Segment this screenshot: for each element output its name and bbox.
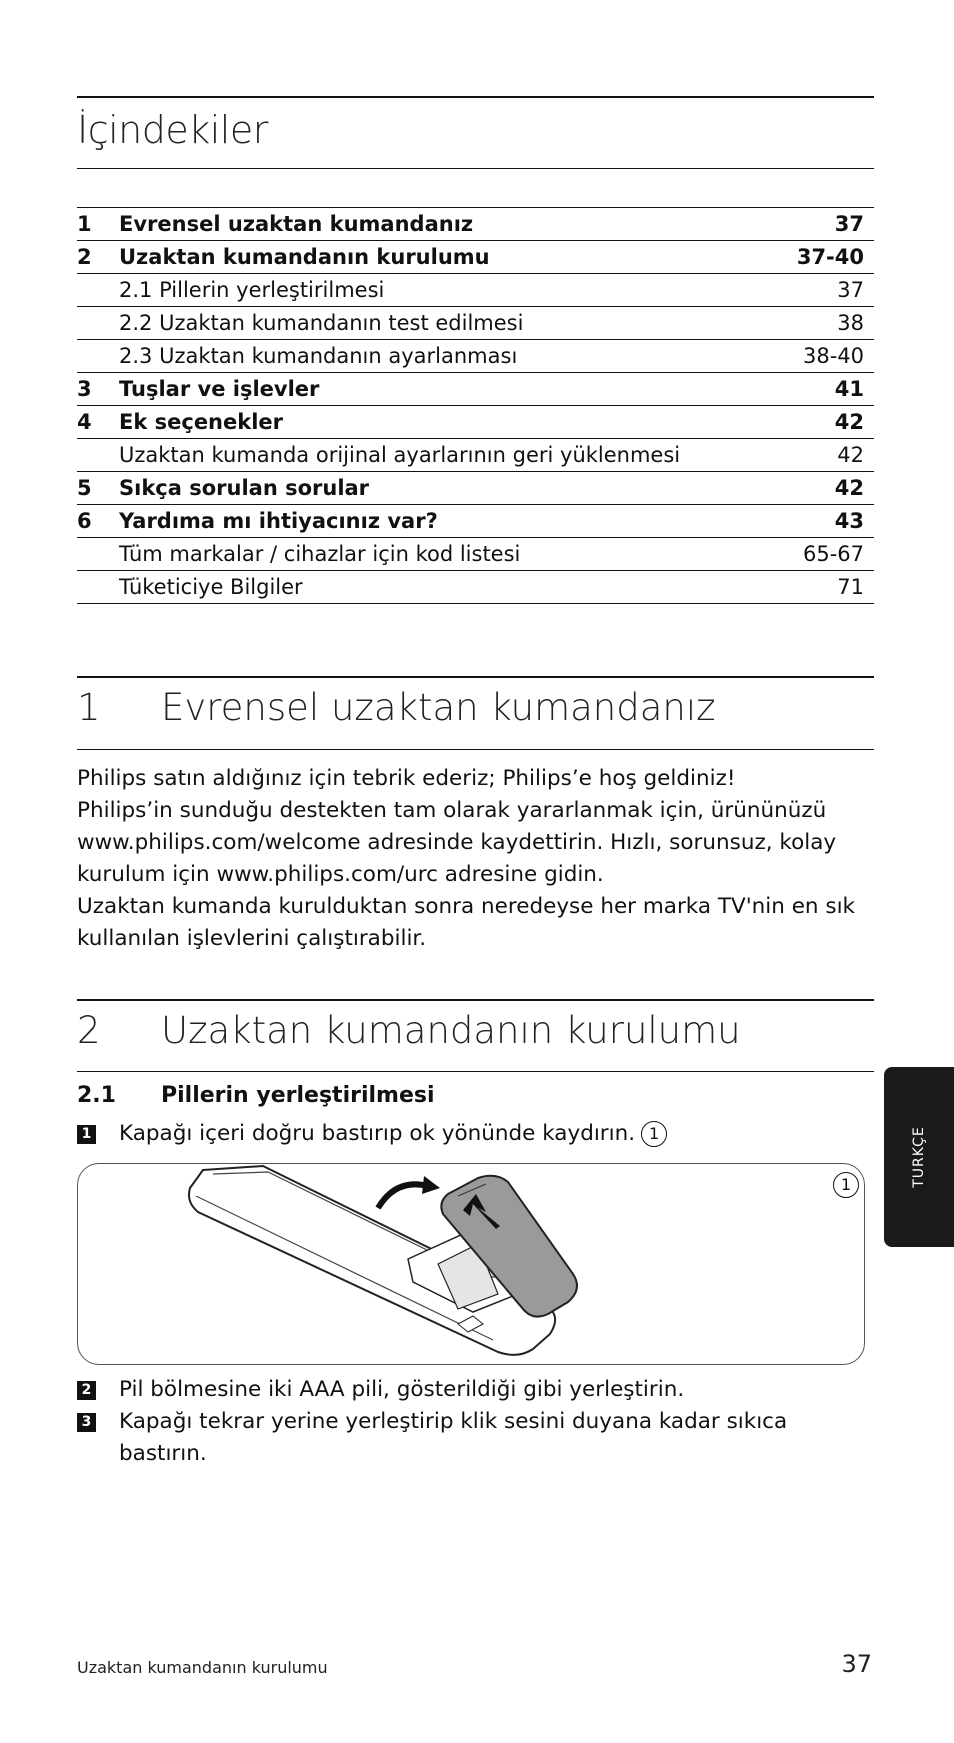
subsection-number: 2.1 bbox=[77, 1083, 116, 1108]
toc-row-label: Tüketiciye Bilgiler bbox=[119, 575, 303, 599]
step-number-badge: 2 bbox=[77, 1381, 96, 1400]
section1-number: 1 bbox=[77, 686, 101, 729]
toc-title: İçindekiler bbox=[77, 108, 268, 152]
toc-row-label: Yardıma mı ihtiyacınız var? bbox=[119, 509, 438, 533]
section2-top-rule bbox=[77, 999, 874, 1001]
language-tab bbox=[884, 1067, 954, 1247]
toc-row[interactable] bbox=[77, 571, 874, 604]
step-number-badge: 1 bbox=[77, 1125, 96, 1144]
toc-row-label: 2.1 Pillerin yerleştirilmesi bbox=[119, 278, 385, 302]
toc-row-number: 3 bbox=[77, 377, 92, 401]
toc-row-number: 1 bbox=[77, 212, 92, 236]
toc-row-label: Ek seçenekler bbox=[119, 410, 284, 434]
toc-row-page: 42 bbox=[834, 476, 864, 500]
step-text bbox=[77, 1118, 837, 1150]
toc-row[interactable] bbox=[77, 274, 874, 307]
toc-row[interactable] bbox=[77, 208, 874, 241]
section1-body bbox=[77, 763, 867, 955]
toc-table bbox=[77, 208, 874, 604]
section2-heading bbox=[77, 1009, 741, 1052]
toc-row-label: Evrensel uzaktan kumandanız bbox=[119, 212, 474, 236]
toc-row-page: 41 bbox=[834, 377, 864, 401]
section2-number: 2 bbox=[77, 1009, 101, 1052]
toc-row-page: 37 bbox=[837, 278, 864, 302]
subsection-title: Pillerin yerleştirilmesi bbox=[161, 1083, 435, 1108]
toc-row[interactable] bbox=[77, 505, 874, 538]
step-2 bbox=[77, 1374, 837, 1406]
toc-row-page: 65-67 bbox=[802, 542, 864, 566]
subsection-heading bbox=[77, 1083, 435, 1108]
toc-row-label: Sıkça sorulan sorular bbox=[119, 476, 370, 500]
toc-row-label: 2.3 Uzaktan kumandanın ayarlanması bbox=[119, 344, 518, 368]
page-number: 37 bbox=[841, 1650, 872, 1678]
section1-top-rule bbox=[77, 676, 874, 678]
toc-row-page: 37 bbox=[834, 212, 864, 236]
step-3 bbox=[77, 1406, 837, 1470]
section2-bottom-rule bbox=[77, 1071, 874, 1072]
step-text: Pil bölmesine iki AAA pili, gösterildiği gibi yerleştirin. bbox=[119, 1377, 685, 1402]
toc-row-label: Uzaktan kumanda orijinal ayarlarının geri yüklenmesi bbox=[119, 443, 681, 467]
toc-row[interactable] bbox=[77, 472, 874, 505]
paragraph: Uzaktan kumanda kurulduktan sonra neredeyse her marka TV'nin en sık kullanılan işlevlerini çalıştırabilir. bbox=[77, 894, 856, 951]
toc-row-page: 38-40 bbox=[802, 344, 864, 368]
step-1 bbox=[77, 1118, 837, 1150]
paragraph: Philips’in sunduğu destekten tam olarak yararlanmak için, ürününüzü www.philips.com/welcome adresinde kaydettirin. Hızlı, sorunsuz, kolay kurulum için www.philips.com/urc adresine gidin. bbox=[77, 798, 837, 887]
step-number-badge: 3 bbox=[77, 1413, 96, 1432]
step-text: Kapağı tekrar yerine yerleştirip klik sesini duyana kadar sıkıca bastırın. bbox=[119, 1409, 788, 1466]
step-text-content: Kapağı içeri doğru bastırıp ok yönünde kaydırın. bbox=[119, 1121, 636, 1146]
toc-row-label: Tüm markalar / cihazlar için kod listesi bbox=[119, 542, 521, 566]
battery-installation-figure bbox=[77, 1163, 865, 1365]
language-tab-label: TURKÇE bbox=[911, 1126, 927, 1188]
section1-heading bbox=[77, 686, 716, 729]
toc-title-rule bbox=[77, 168, 874, 169]
toc-row-page: 42 bbox=[837, 443, 864, 467]
toc-row[interactable] bbox=[77, 241, 874, 274]
toc-row-page: 42 bbox=[834, 410, 864, 434]
remote-control-illustration bbox=[78, 1164, 864, 1364]
paragraph: Philips satın aldığınız için tebrik ederiz; Philips’e hoş geldiniz! bbox=[77, 766, 736, 791]
toc-row[interactable] bbox=[77, 373, 874, 406]
section1-bottom-rule bbox=[77, 749, 874, 750]
figure-reference-circle: 1 bbox=[833, 1172, 859, 1198]
toc-row-number: 5 bbox=[77, 476, 92, 500]
toc-row-page: 38 bbox=[837, 311, 864, 335]
toc-row-label: 2.2 Uzaktan kumandanın test edilmesi bbox=[119, 311, 524, 335]
toc-row-label: Uzaktan kumandanın kurulumu bbox=[119, 245, 490, 269]
section1-title: Evrensel uzaktan kumandanız bbox=[161, 686, 716, 729]
toc-row-number: 4 bbox=[77, 410, 92, 434]
toc-top-rule bbox=[77, 96, 874, 98]
toc-row-label: Tuşlar ve işlevler bbox=[119, 377, 320, 401]
toc-row[interactable] bbox=[77, 406, 874, 439]
figure-reference-circle: 1 bbox=[641, 1121, 667, 1147]
footer-section-title: Uzaktan kumandanın kurulumu bbox=[77, 1658, 328, 1677]
section2-title: Uzaktan kumandanın kurulumu bbox=[161, 1009, 741, 1052]
toc-row[interactable] bbox=[77, 340, 874, 373]
toc-row[interactable] bbox=[77, 439, 874, 472]
toc-row[interactable] bbox=[77, 307, 874, 340]
toc-row-page: 71 bbox=[837, 575, 864, 599]
toc-row-number: 6 bbox=[77, 509, 92, 533]
toc-row-number: 2 bbox=[77, 245, 92, 269]
toc-row-page: 37-40 bbox=[796, 245, 864, 269]
toc-row-page: 43 bbox=[834, 509, 864, 533]
toc-row[interactable] bbox=[77, 538, 874, 571]
